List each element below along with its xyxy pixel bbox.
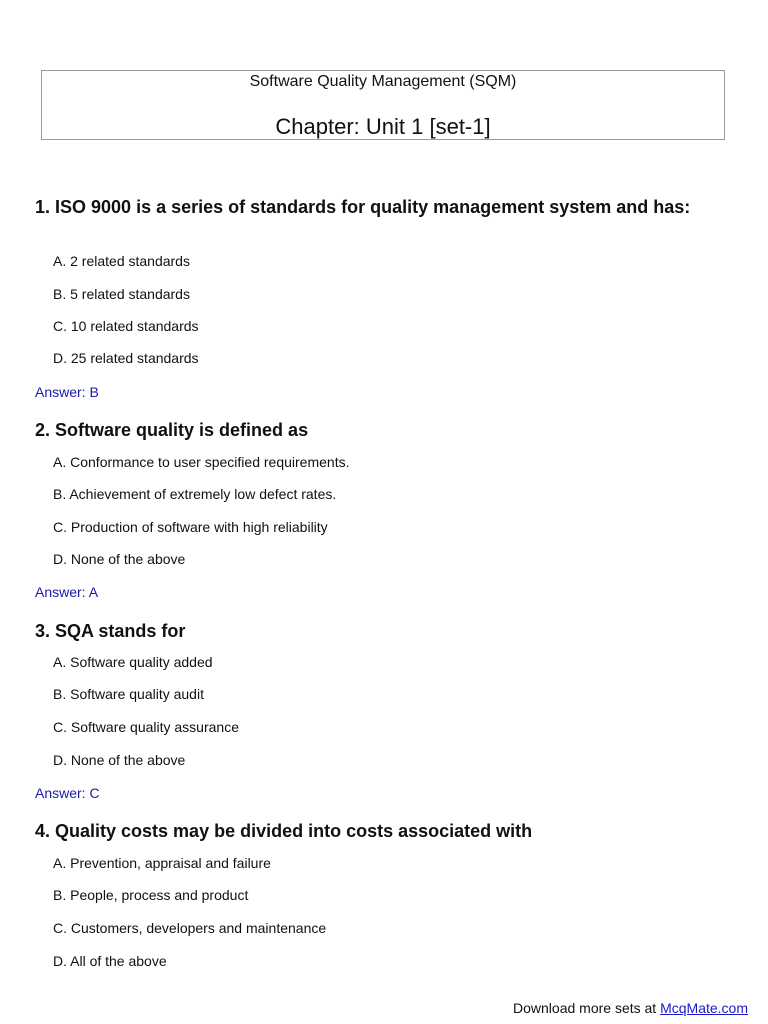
question-block [35,620,725,801]
mcqmate-link[interactable]: McqMate.com [660,1000,748,1016]
option-d: D. None of the above [53,551,186,567]
option-c: C. Software quality assurance [53,719,239,735]
header-box [41,70,725,140]
question-title: 4. Quality costs may be divided into costs associated with [35,821,533,841]
option-b: B. People, process and product [53,887,249,903]
question-block [35,196,725,400]
question-block [35,820,725,969]
option-b: B. Achievement of extremely low defect rates. [53,486,337,502]
option-c: C. Customers, developers and maintenance [53,920,327,936]
option-a: A. Conformance to user specified requirements. [53,454,350,470]
footer [513,999,748,1017]
option-d: D. 25 related standards [53,350,199,366]
footer-text: Download more sets at [513,1000,661,1016]
option-b: B. Software quality audit [53,686,204,702]
option-b: B. 5 related standards [53,286,190,302]
question-title: 2. Software quality is defined as [35,420,309,440]
option-a: A. Software quality added [53,654,213,670]
chapter-title: Chapter: Unit 1 [set-1] [275,114,491,139]
question-title: 3. SQA stands for [35,621,186,641]
answer-label: Answer: B [35,384,99,400]
subject-title: Software Quality Management (SQM) [249,73,517,90]
question-title: 1. ISO 9000 is a series of standards for quality management system and has: [35,197,691,217]
option-c: C. 10 related standards [53,318,199,334]
option-a: A. Prevention, appraisal and failure [53,855,271,871]
option-c: C. Production of software with high reliability [53,519,328,535]
option-d: D. None of the above [53,752,186,768]
question-block [35,419,725,600]
answer-label: Answer: A [35,584,99,600]
option-d: D. All of the above [53,953,167,969]
option-a: A. 2 related standards [53,253,190,269]
answer-label: Answer: C [35,785,100,801]
